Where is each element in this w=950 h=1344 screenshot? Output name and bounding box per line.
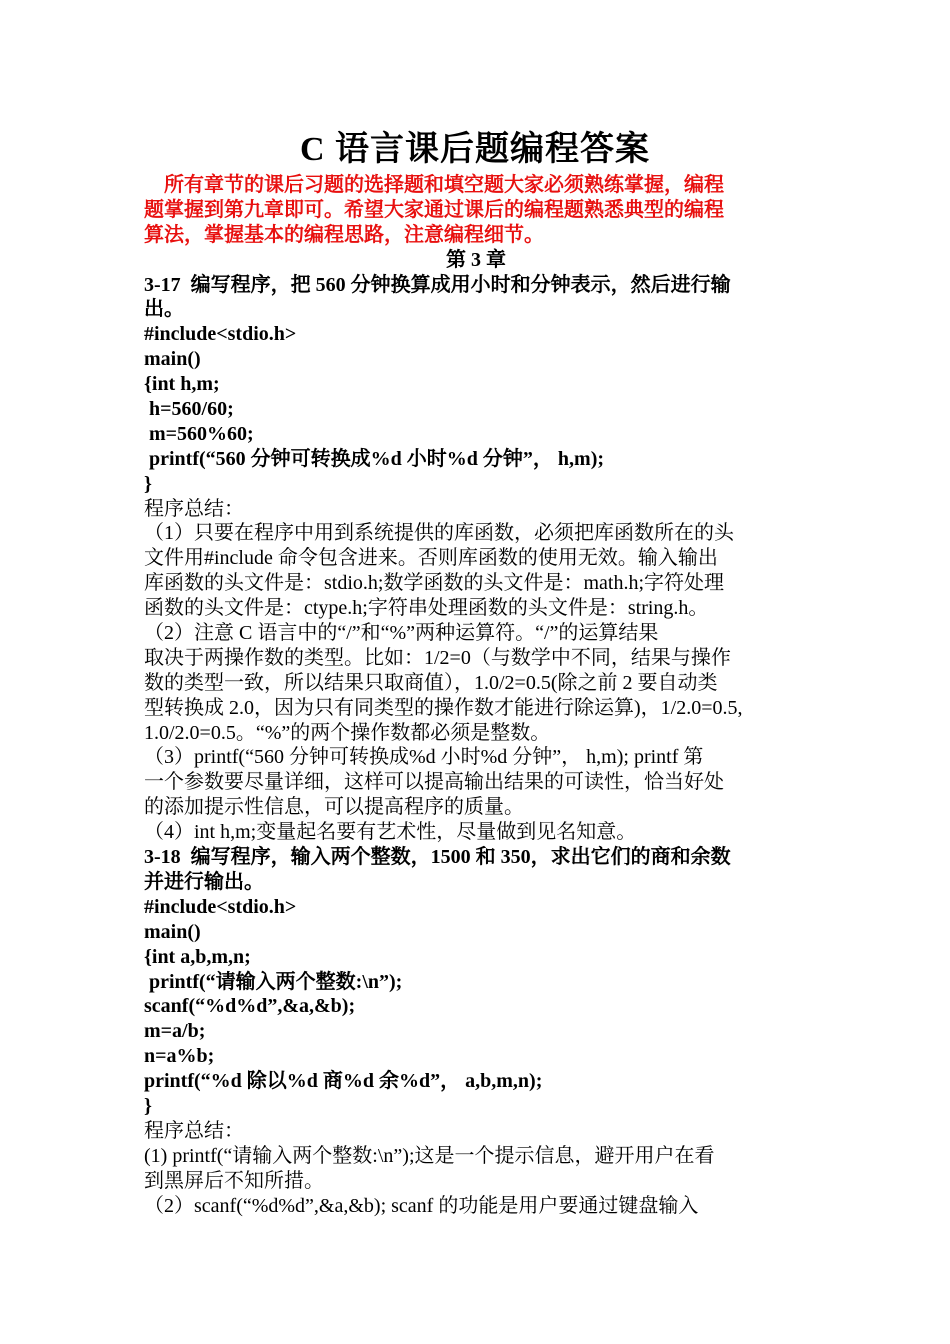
document-title: C 语言课后题编程答案 (299, 131, 651, 168)
summary-heading: 程序总结： (144, 1119, 244, 1142)
code-line: main() (144, 348, 201, 371)
code-line: {int h,m; (144, 373, 220, 396)
problem-3-18 (144, 845, 808, 1218)
code-block (144, 895, 808, 1119)
summary-line: 型转换成 2.0，因为只有同类型的操作数才能进行除运算)，1/2.0=0.5, (144, 696, 743, 719)
code-line: m=560%60; (144, 422, 254, 445)
summary-block (144, 521, 808, 845)
code-line: {int a,b,m,n; (144, 945, 251, 968)
intro-line: 所有章节的课后习题的选择题和填空题大家必须熟练掌握，编程 (144, 174, 724, 196)
summary-block (144, 1144, 808, 1219)
code-line: } (144, 1094, 152, 1117)
intro-notice (144, 173, 808, 248)
code-block (144, 322, 808, 496)
code-line: scanf(“%d%d”,&a,&b); (144, 995, 356, 1018)
problem-statement-line: 3-18 编写程序，输入两个整数，1500 和 350，求出它们的商和余数 (144, 846, 731, 869)
problem-3-17 (144, 273, 808, 845)
summary-line: 到黑屏后不知所措。 (144, 1169, 324, 1192)
summary-line: （1）只要在程序中用到系统提供的库函数，必须把库函数所在的头 (144, 522, 734, 545)
code-line: } (144, 472, 152, 495)
code-line: #include<stdio.h> (144, 895, 297, 918)
code-line: printf(“%d 除以%d 商%d 余%d”， a,b,m,n); (144, 1070, 543, 1093)
summary-line: （2）scanf(“%d%d”,&a,&b); scanf 的功能是用户要通过键盘输入 (144, 1194, 699, 1217)
summary-line: 一个参数要尽量详细，这样可以提高输出结果的可读性，恰当好处 (144, 771, 724, 794)
code-line: main() (144, 920, 201, 943)
summary-heading: 程序总结： (144, 497, 244, 520)
problem-statement-line: 3-17 编写程序，把 560 分钟换算成用小时和分钟表示，然后进行输 (144, 273, 731, 296)
intro-line: 算法，掌握基本的编程思路，注意编程细节。 (144, 223, 544, 246)
problem-statement-line: 出。 (144, 298, 184, 321)
summary-line: 的添加提示性信息，可以提高程序的质量。 (144, 796, 524, 819)
chapter-heading: 第 3 章 (446, 248, 506, 271)
summary-line: 文件用#include 命令包含进来。否则库函数的使用无效。输入输出 (144, 547, 718, 570)
code-line: printf(“560 分钟可转换成%d 小时%d 分钟”， h,m); (144, 447, 605, 470)
summary-line: 库函数的头文件是：stdio.h;数学函数的头文件是：math.h;字符处理 (144, 572, 724, 595)
problem-statement-line: 并进行输出。 (144, 870, 264, 893)
code-line: m=a/b; (144, 1020, 206, 1043)
summary-line: (1) printf(“请输入两个整数:\n”);这是一个提示信息，避开用户在看 (144, 1144, 715, 1167)
code-line: n=a%b; (144, 1045, 215, 1068)
summary-line: 取决于两操作数的类型。比如：1/2=0（与数学中不同，结果与操作 (144, 646, 731, 669)
summary-line: 数的类型一致，所以结果只取商值），1.0/2=0.5(除之前 2 要自动类 (144, 671, 718, 694)
intro-line: 题掌握到第九章即可。希望大家通过课后的编程题熟悉典型的编程 (144, 198, 724, 221)
code-line: #include<stdio.h> (144, 323, 297, 346)
code-line: printf(“请输入两个整数:\n”); (144, 970, 403, 993)
summary-line: 函数的头文件是：ctype.h;字符串处理函数的头文件是：string.h。 (144, 597, 709, 620)
summary-line: （4）int h,m;变量起名要有艺术性，尽量做到见名知意。 (144, 821, 637, 844)
summary-line: （3）printf(“560 分钟可转换成%d 小时%d 分钟”， h,m); printf 第 (144, 746, 704, 769)
document-body (144, 173, 808, 1218)
code-line: h=560/60; (144, 398, 234, 421)
summary-line: （2）注意 C 语言中的“/”和“%”两种运算符。“/”的运算结果 (144, 622, 659, 645)
summary-line: 1.0/2.0=0.5。“%”的两个操作数都必须是整数。 (144, 721, 551, 744)
